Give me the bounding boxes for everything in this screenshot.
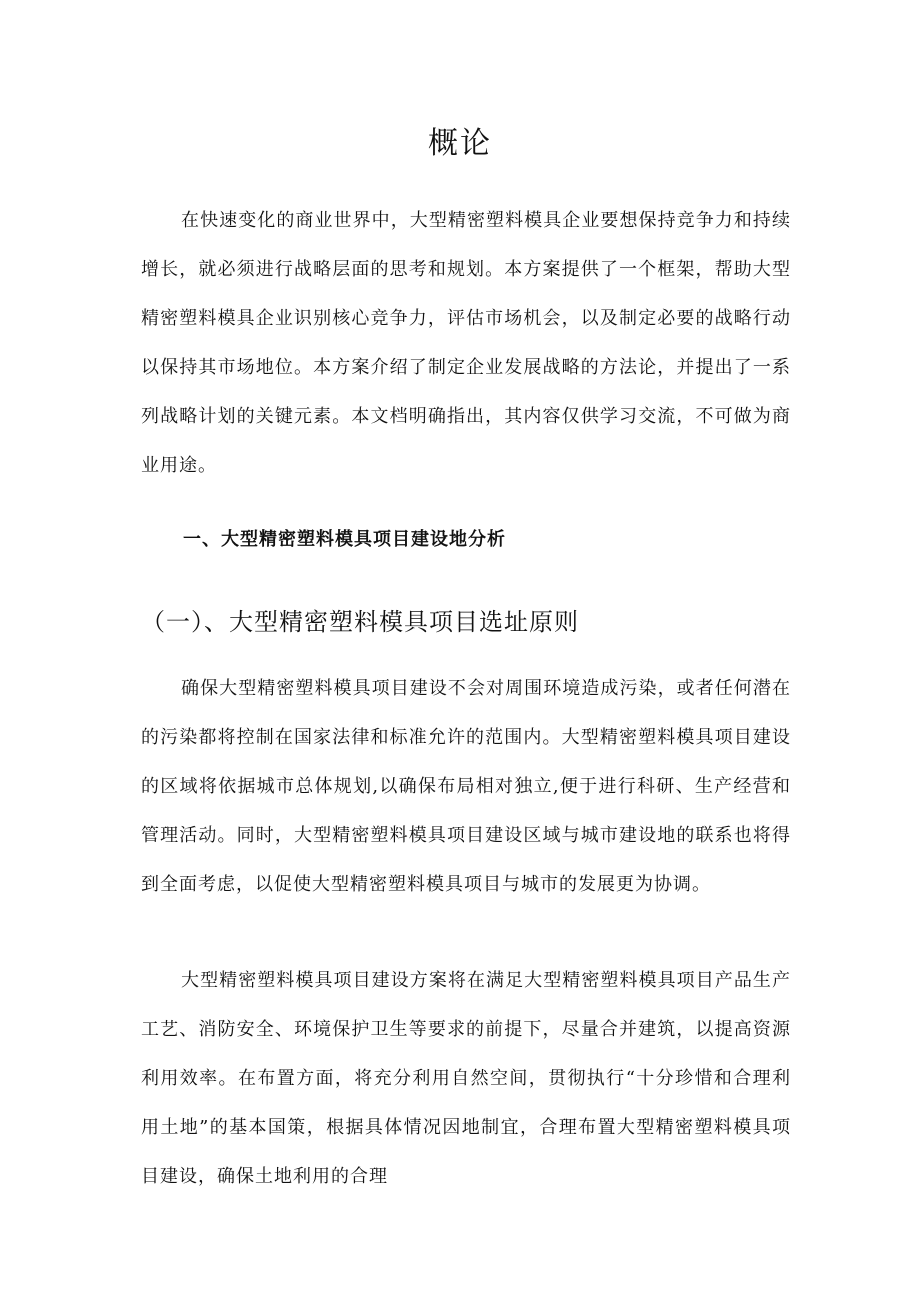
section-heading: 一、大型精密塑料模具项目建设地分析 (183, 529, 506, 550)
page-title: 概论 (428, 126, 492, 161)
body-paragraph: 确保大型精密塑料模具项目建设不会对周围环境造成污染，或者任何潜在的污染都将控制在国家法律和标准允许的范围内。大型精密塑料模具项目建设的区域将依据城市总体规划,以确保布局相对独立,便于进行科研、生产经营和管理活动。同时，大型精密塑料模具项目建设区域与城市建设地的联系也将得到全面考虑，以促使大型精密塑料模具项目与城市的发展更为协调。 (141, 678, 791, 895)
body-paragraph: 大型精密塑料模具项目建设方案将在满足大型精密塑料模具项目产品生产工艺、消防安全、环境保护卫生等要求的前提下，尽量合并建筑，以提高资源利用效率。在布置方面，将充分利用自然空间，贯彻执行“十分珍惜和合理利用土地”的基本国策，根据具体情况因地制宜，合理布置大型精密塑料模具项目建设，确保土地利用的合理 (141, 970, 791, 1187)
intro-paragraph: 在快速变化的商业世界中，大型精密塑料模具企业要想保持竞争力和持续增长，就必须进行战略层面的思考和规划。本方案提供了一个框架，帮助大型精密塑料模具企业识别核心竞争力，评估市场机会，以及制定必要的战略行动以保持其市场地位。本方案介绍了制定企业发展战略的方法论，并提出了一系列战略计划的关键元素。本文档明确指出，其内容仅供学习交流，不可做为商业用途。 (141, 210, 791, 476)
subsection-heading: （一）、大型精密塑料模具项目选址原则 (141, 608, 579, 636)
